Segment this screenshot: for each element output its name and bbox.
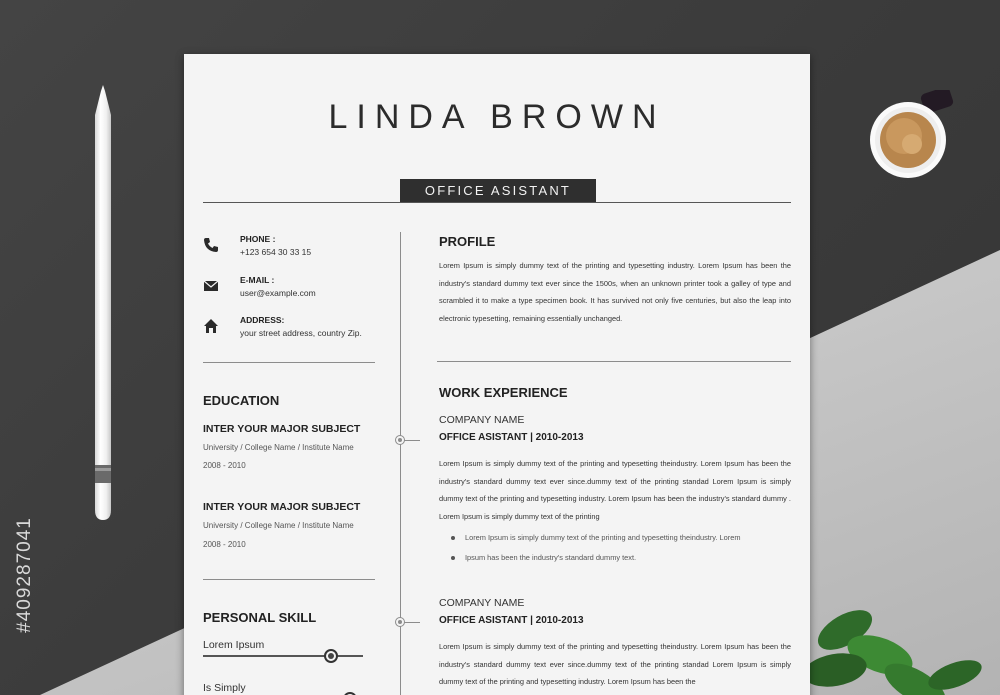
phone-label: PHONE : [240, 234, 276, 244]
education-title: INTER YOUR MAJOR SUBJECT [203, 501, 361, 513]
education-school: University / College Name / Institute Name [203, 521, 354, 530]
right-divider [437, 361, 791, 362]
job-title-banner: OFFICE ASISTANT [400, 179, 596, 202]
education-years: 2008 - 2010 [203, 540, 246, 549]
address-value: your street address, country Zip. [240, 328, 362, 338]
education-title: INTER YOUR MAJOR SUBJECT [203, 423, 361, 435]
stock-id-watermark [8, 455, 42, 695]
skill-bar [203, 655, 363, 657]
timeline-connector [404, 622, 420, 623]
timeline-connector [404, 440, 420, 441]
profile-text: Lorem Ipsum is simply dummy text of the printing and typesetting industry. Lorem Ipsum has been the industry's standard dummy text ever since the 1500s, when an unknown printer took a galley of type and scrambled it to make a type specimen book. It has survived not only five centuries, but also the leap into electronic typesetting, remaining essentially unchanged. [439, 261, 791, 323]
education-years: 2008 - 2010 [203, 461, 246, 470]
resume-name: LINDA BROWN [328, 98, 666, 136]
address-label: ADDRESS: [240, 315, 285, 325]
job-bullet: Ipsum has been the industry's standard dummy text. [449, 548, 794, 568]
skill-label: Lorem Ipsum [203, 639, 265, 651]
job-description: Lorem Ipsum is simply dummy text of the printing and typesetting theindustry. Lorem Ipsum has been the industry's standard dummy text ever since.dummy text of the printing standad Lorem Ipsum is simply dummy text of the printing and typesetting industry. Lorem Ipsum has been the [439, 642, 791, 687]
job-title: OFFICE ASISTANT | 2010-2013 [439, 615, 584, 626]
education-heading: EDUCATION [203, 393, 280, 408]
skills-heading: PERSONAL SKILL [203, 610, 317, 625]
stylus-pencil-icon [89, 85, 117, 520]
left-divider-2 [203, 579, 375, 580]
education-school: University / College Name / Institute Name [203, 443, 354, 452]
phone-value: +123 654 30 33 15 [240, 247, 312, 257]
job-bullet: Lorem Ipsum is simply dummy text of the printing and typesetting theindustry. Lorem [449, 528, 794, 548]
email-label: E-MAIL : [240, 275, 275, 285]
profile-heading: PROFILE [439, 234, 496, 249]
home-icon [203, 318, 219, 334]
company-name: COMPANY NAME [439, 597, 525, 609]
job-bullets [449, 528, 794, 567]
skill-knob [324, 649, 338, 663]
left-divider-1 [203, 362, 375, 363]
plant-leaves-icon [805, 600, 1000, 695]
phone-icon [203, 237, 219, 253]
resume-page [184, 54, 810, 695]
company-name: COMPANY NAME [439, 414, 525, 426]
job-title: OFFICE ASISTANT | 2010-2013 [439, 432, 584, 443]
envelope-icon [203, 278, 219, 294]
skill-label: Is Simply [203, 682, 246, 694]
header-divider [203, 202, 791, 203]
coffee-cup-icon [860, 90, 960, 180]
experience-heading: WORK EXPERIENCE [439, 385, 568, 400]
email-value: user@example.com [240, 288, 316, 298]
stock-id-text: #409287041 [14, 517, 35, 633]
job-description: Lorem Ipsum is simply dummy text of the printing and typesetting theindustry. Lorem Ipsum has been the industry's standard dummy text ever since.dummy text of the printing standad Lorem Ipsum is simply dummy text of the printing and typesetting industry. Lorem Ipsum has been the industry's standard dummy . Lorem Ipsum is simply dummy text of the printing [439, 459, 791, 521]
